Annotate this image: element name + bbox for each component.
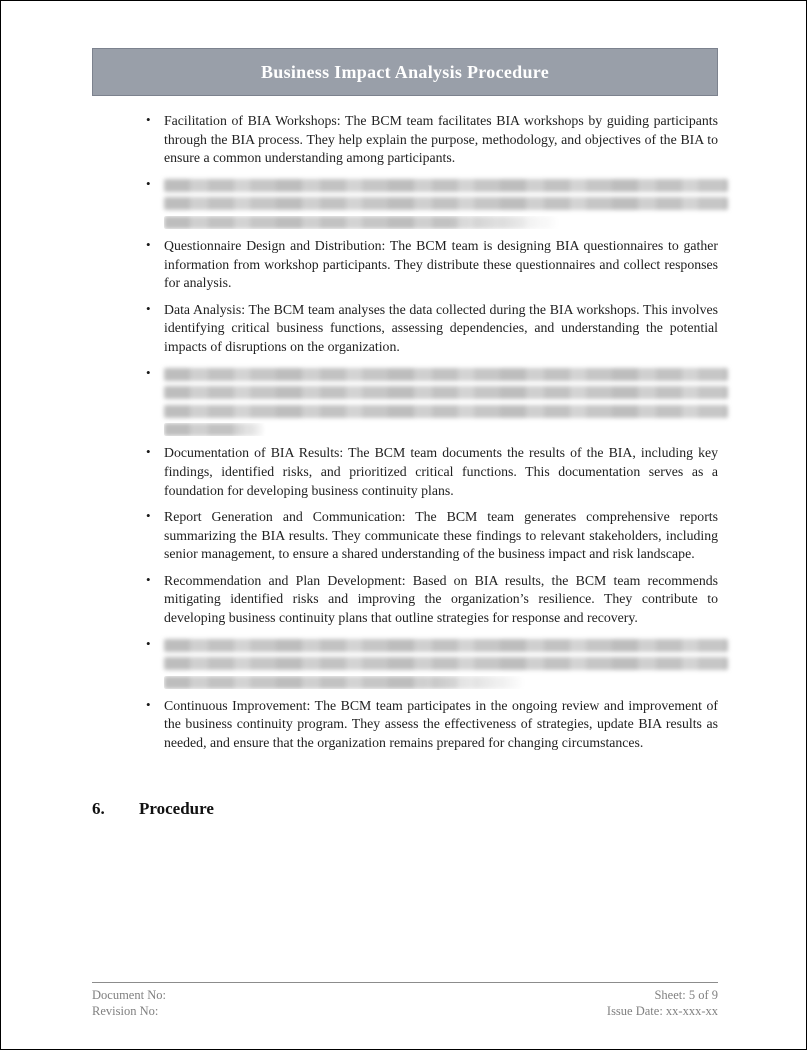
redacted-text-block [164,176,728,229]
bullet-item [92,508,718,564]
document-body [92,112,718,819]
redacted-text-bar [164,405,728,418]
bullet-text: Documentation of BIA Results: The BCM team documents the results of the BIA, including key findings, identified risks, and prioritized critical functions. This documentation serves as a foundation for developing business continuity plans. [164,445,718,498]
bullet-text: Report Generation and Communication: The BCM team generates comprehensive reports summarizing the BIA results. They communicate these findings to relevant stakeholders, including senior management, to ensure a shared understanding of the business impact and risk landscape. [164,509,718,562]
page-footer [92,982,718,1019]
footer-issue-date: Issue Date: xx-xxx-xx [606,1004,718,1018]
bullet-item [92,301,718,357]
bullet-icon: • [146,635,151,651]
bullet-text: Questionnaire Design and Distribution: The BCM team is designing BIA questionnaires to gather information from workshop participants. They distribute these questionnaires and collect responses for analysis. [164,237,718,291]
page-title: Business Impact Analysis Procedure [260,61,550,82]
bullet-icon: • [146,696,151,712]
redacted-text-bar [164,179,728,192]
footer-document-no: Document No: [92,988,166,1002]
bullet-icon: • [146,508,151,524]
redacted-text-bar [164,676,525,689]
redacted-text-bar [164,197,728,210]
bullet-icon: • [146,112,151,127]
bullet-text: Facilitation of BIA Workshops: The BCM team facilitates BIA workshops by guiding participants through the BIA process. They help explain the purpose, methodology, and objectives of the BIA to ensure a common understanding among participants. [164,113,718,166]
bullet-item [92,444,718,500]
bullet-icon: • [146,364,151,380]
bullet-item [92,572,718,628]
footer-right-block [607,987,718,1019]
bullet-icon: • [146,571,151,587]
footer-left-block [92,987,166,1019]
redacted-bullet-item [92,365,718,437]
section-title: Procedure [139,798,214,818]
bullet-item [92,697,718,753]
section-number: 6. [92,798,105,818]
bullet-text: Data Analysis: The BCM team analyses the data collected during the BIA workshops. This involves identifying critical business functions, assessing dependencies, and understanding the potential impacts of disruptions on the organization. [164,301,718,354]
bullet-icon: • [146,444,151,460]
redacted-text-block [164,365,728,437]
bullet-icon: • [146,175,151,191]
section-heading [92,799,718,819]
redacted-text-block [164,636,728,689]
bullet-icon: • [146,236,151,252]
bullet-text: Continuous Improvement: The BCM team participates in the ongoing review and improvement of the business continuity program. They assess the effectiveness of strategies, update BIA results as needed, and ensure that the organization remains prepared for changing circumstances. [164,697,718,751]
footer-revision-no: Revision No: [92,1004,159,1018]
redacted-text-bar [164,216,559,229]
redacted-text-bar [164,368,728,381]
redacted-bullet-item [92,176,718,229]
bullet-text: Recommendation and Plan Development: Based on BIA results, the BCM team recommends mitigating identified risks and improving the organization’s resilience. They contribute to developing business continuity plans that outline strategies for response and recovery. [164,572,718,626]
redacted-text-bar [164,657,728,670]
bullet-list [92,112,718,753]
bullet-item [92,112,718,168]
redacted-text-bar [164,386,728,399]
bullet-icon: • [146,300,151,316]
redacted-text-bar [164,423,266,436]
footer-sheet-number: Sheet: 5 of 9 [654,988,718,1002]
bullet-item [92,237,718,293]
title-banner [92,48,718,96]
redacted-bullet-item [92,636,718,689]
redacted-text-bar [164,639,728,652]
